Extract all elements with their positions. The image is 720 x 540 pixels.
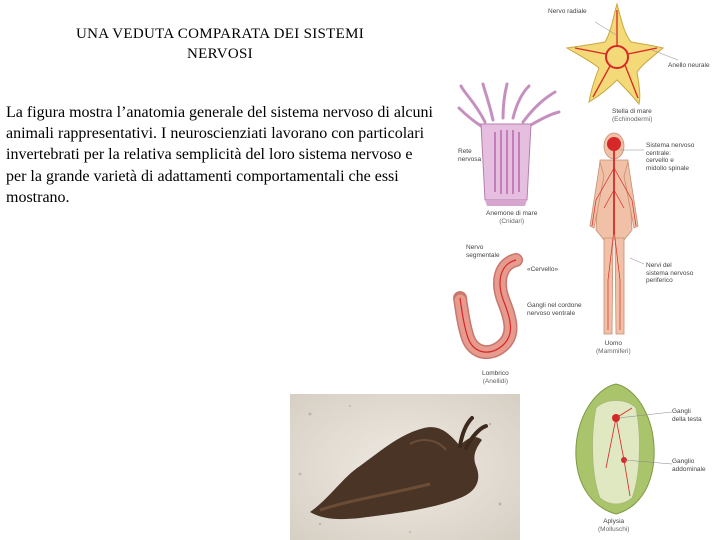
label-cervello: «Cervello» (527, 266, 559, 273)
label-lombrico (482, 370, 509, 385)
anemone-group: (Cnidari) (499, 217, 525, 225)
label-nervo-segmentale (466, 244, 500, 259)
sea-slug-photo (290, 394, 520, 540)
gangli-cordone-line-1: Gangli nel cordone (527, 302, 582, 309)
rete-line-1: Rete (458, 148, 472, 155)
anemone-name: Anemone di mare (486, 210, 538, 217)
addominale-line-1: Ganglio (672, 458, 695, 465)
aplysia-group: (Molluschi) (598, 525, 630, 533)
slide-title-line-1: UNA VEDUTA COMPARATA DEI SISTEMI (75, 26, 365, 42)
aplysia-name: Aplysia (603, 518, 625, 525)
snp-line-2: sistema nervoso (646, 269, 694, 277)
label-gangli-cordone (527, 302, 582, 317)
label-snp (646, 262, 693, 285)
label-gangli-testa (672, 408, 702, 423)
slide-title-line-2: NERVOSI (187, 46, 253, 62)
label-rete-nervosa (458, 148, 481, 163)
addominale-line-2: addominale (672, 465, 706, 473)
snc-line-2: centrale: (646, 149, 671, 157)
label-aplysia (598, 518, 629, 533)
lombrico-name: Lombrico (482, 370, 509, 377)
anemone-illustration (455, 82, 565, 212)
slide-body-text: La figura mostra l’anatomia generale del sistema nervoso di alcuni animali rappresentativi. I neuroscienziati lavorano con particolari invertebrati per la relativa semplicità del loro sistema nervoso e per la grande varietà di adattamenti comportamentali che essi mostrano. (6, 104, 433, 206)
snc-line-1: Sistema nervoso (646, 142, 695, 149)
snp-line-1: Nervi del (646, 262, 672, 269)
gangli-testa-line-1: Gangli (672, 408, 691, 415)
slide-title (10, 24, 430, 64)
aplysia-leaders (606, 410, 676, 470)
gangli-testa-line-2: della testa (672, 415, 702, 423)
stella-group: (Echinodermi) (612, 115, 653, 123)
snc-line-3: cervello e (646, 157, 674, 164)
label-nervo-radiale: Nervo radiale (548, 8, 587, 15)
stella-name: Stella di mare (612, 108, 652, 115)
uomo-group: (Mammiferi) (596, 347, 631, 355)
label-uomo (596, 340, 631, 355)
label-anemone (486, 210, 537, 225)
label-ganglio-addominale (672, 458, 706, 473)
snp-line-3: periferico (646, 277, 673, 284)
segmentale-line-2: segmentale (466, 251, 500, 259)
gangli-cordone-line-2: nervoso ventrale (527, 309, 576, 317)
rete-line-2: nervosa (458, 155, 482, 163)
label-anello-neurale: Anello neurale (668, 62, 710, 69)
snc-line-4: midollo spinale (646, 164, 689, 172)
label-stella-di-mare (612, 108, 652, 123)
label-snc (646, 142, 694, 172)
uomo-name: Uomo (604, 340, 622, 347)
lombrico-group: (Anellidi) (482, 377, 509, 385)
segmentale-line-1: Nervo (466, 244, 484, 251)
